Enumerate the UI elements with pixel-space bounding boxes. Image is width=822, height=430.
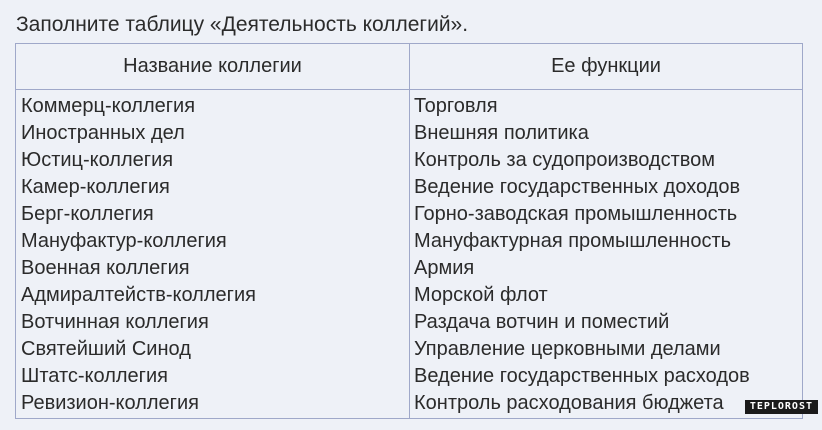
- collegium-name-cell: Вотчинная коллегия: [21, 311, 209, 333]
- collegium-name-cell: Камер-коллегия: [21, 176, 170, 198]
- collegium-function-cell: Ведение государственных доходов: [414, 176, 741, 198]
- collegium-function-cell: Ведение государственных расходов: [414, 365, 750, 387]
- table-row: [16, 120, 802, 147]
- collegium-name-cell: Ревизион-коллегия: [21, 392, 199, 414]
- collegium-function-cell: Армия: [414, 257, 475, 279]
- table-row: [16, 174, 802, 201]
- collegium-name-cell: Юстиц-коллегия: [21, 149, 174, 171]
- table-row: [16, 255, 802, 282]
- collegium-name-cell: Военная коллегия: [21, 257, 190, 279]
- table-row: [16, 93, 802, 120]
- collegium-function-cell: Управление церковными делами: [414, 338, 721, 360]
- collegium-name-cell: Адмиралтейств-коллегия: [21, 284, 256, 306]
- watermark-logo: TEPLOROST: [745, 400, 818, 414]
- collegium-function-cell: Горно-заводская промышленность: [414, 203, 738, 225]
- collegium-function-cell: Мануфактурная промышленность: [414, 230, 732, 252]
- collegium-function-cell: Контроль расходования бюджета: [414, 392, 724, 414]
- header-functions: Ее функции: [551, 55, 661, 77]
- table-row: [16, 147, 802, 174]
- collegium-function-cell: Внешняя политика: [414, 122, 589, 144]
- collegium-name-cell: Святейший Синод: [21, 338, 191, 360]
- table-row: [16, 363, 802, 390]
- collegium-name-cell: Коммерц-коллегия: [21, 95, 196, 117]
- task-title: Заполните таблицу «Деятельность коллегий».: [16, 13, 469, 36]
- table-row: [16, 309, 802, 336]
- collegium-name-cell: Берг-коллегия: [21, 203, 154, 225]
- table-row: [16, 282, 802, 309]
- table-body: [16, 93, 802, 417]
- collegium-name-cell: Иностранных дел: [21, 122, 185, 144]
- table-row: [16, 336, 802, 363]
- collegium-name-cell: Мануфактур-коллегия: [21, 230, 227, 252]
- collegium-function-cell: Морской флот: [414, 284, 548, 306]
- header-collegium-name: Название коллегии: [123, 55, 302, 77]
- table-row: [16, 201, 802, 228]
- collegium-function-cell: Торговля: [414, 95, 498, 117]
- collegia-table: [15, 43, 803, 419]
- table-row: [16, 228, 802, 255]
- collegium-function-cell: Раздача вотчин и поместий: [414, 311, 670, 333]
- collegium-name-cell: Штатс-коллегия: [21, 365, 168, 387]
- table-row: [16, 390, 802, 417]
- collegium-function-cell: Контроль за судопроизводством: [414, 149, 716, 171]
